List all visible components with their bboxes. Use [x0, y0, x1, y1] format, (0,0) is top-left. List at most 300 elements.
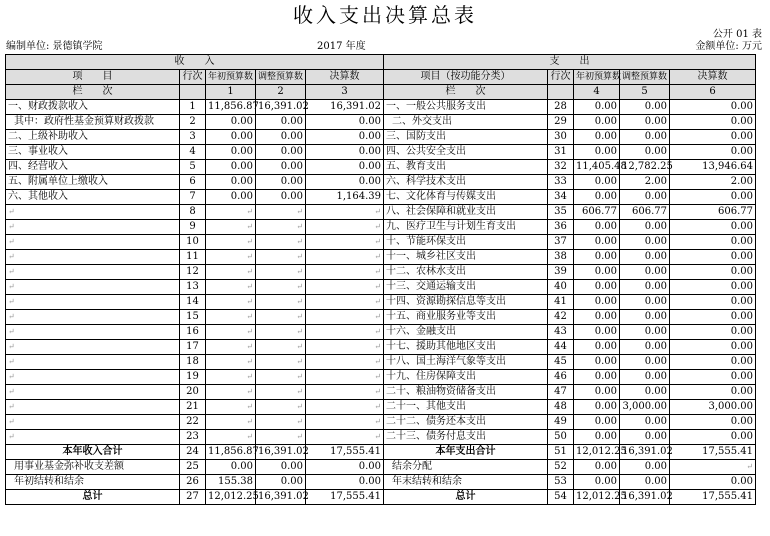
income-final: 0.00 — [306, 460, 384, 475]
expense-item: 十七、援助其他地区支出 — [384, 340, 548, 355]
expense-final: 0.00 — [670, 340, 756, 355]
expense-final: 0.00 — [670, 310, 756, 325]
income-initial-budget: 12,012.25 — [206, 490, 256, 505]
expense-header: 支 出 — [384, 55, 756, 70]
expense-row-no: 29 — [548, 115, 574, 130]
expense-item: 二十二、债务还本支出 — [384, 415, 548, 430]
expense-row-no: 28 — [548, 100, 574, 115]
income-initial-budget — [206, 325, 256, 340]
expense-initial-budget: 0.00 — [574, 280, 620, 295]
expense-adjusted-budget: 0.00 — [620, 250, 670, 265]
table-row — [6, 130, 756, 145]
income-row-no: 20 — [180, 385, 206, 400]
expense-final: 0.00 — [670, 220, 756, 235]
expense-initial-budget: 0.00 — [574, 430, 620, 445]
income-initial-budget — [206, 430, 256, 445]
expense-item: 四、公共安全支出 — [384, 145, 548, 160]
income-final — [306, 340, 384, 355]
expense-final — [670, 460, 756, 475]
income-initial-budget — [206, 280, 256, 295]
expense-row-no: 32 — [548, 160, 574, 175]
income-final: 0.00 — [306, 175, 384, 190]
income-row-no: 3 — [180, 130, 206, 145]
expense-final: 0.00 — [670, 475, 756, 490]
expense-row-no: 47 — [548, 385, 574, 400]
income-initial-budget — [206, 415, 256, 430]
income-row-no: 2 — [180, 115, 206, 130]
income-row-no: 21 — [180, 400, 206, 415]
expense-row-no: 35 — [548, 205, 574, 220]
expense-item: 十五、商业服务业等支出 — [384, 310, 548, 325]
expense-adjusted-budget: 16,391.02 — [620, 490, 670, 505]
income-initial-budget: 0.00 — [206, 160, 256, 175]
income-final: 0.00 — [306, 130, 384, 145]
expense-adjusted-budget: 0.00 — [620, 430, 670, 445]
expense-item: 七、文化体育与传媒支出 — [384, 190, 548, 205]
expense-row-no: 34 — [548, 190, 574, 205]
expense-row-no: 30 — [548, 130, 574, 145]
expense-initial-budget: 0.00 — [574, 175, 620, 190]
table-row — [6, 460, 756, 475]
expense-final: 13,946.64 — [670, 160, 756, 175]
income-row-no: 9 — [180, 220, 206, 235]
table-row — [6, 370, 756, 385]
income-row-no: 5 — [180, 160, 206, 175]
income-item — [6, 340, 180, 355]
income-item — [6, 250, 180, 265]
income-item — [6, 265, 180, 280]
expense-row-no: 37 — [548, 235, 574, 250]
income-initial-budget: 0.00 — [206, 145, 256, 160]
expense-adjusted-budget: 0.00 — [620, 190, 670, 205]
table-row — [6, 190, 756, 205]
income-initial-budget: 11,856.87 — [206, 100, 256, 115]
income-adjusted-budget — [256, 385, 306, 400]
income-item: 四、经营收入 — [6, 160, 180, 175]
expense-adjusted-budget: 0.00 — [620, 145, 670, 160]
expense-adjusted-budget: 0.00 — [620, 280, 670, 295]
income-adjusted-budget — [256, 265, 306, 280]
column-number: 2 — [256, 85, 306, 100]
income-row-no: 11 — [180, 250, 206, 265]
income-final — [306, 205, 384, 220]
income-item — [6, 235, 180, 250]
expense-adjusted-budget: 2.00 — [620, 175, 670, 190]
column-label: 栏 次 — [6, 85, 180, 100]
income-adjusted-budget — [256, 220, 306, 235]
income-row-no: 23 — [180, 430, 206, 445]
expense-row-no: 50 — [548, 430, 574, 445]
table-row — [6, 295, 756, 310]
reporting-unit: 编制单位: 景德镇学院 — [6, 41, 103, 52]
expense-adjusted-budget: 12,782.25 — [620, 160, 670, 175]
income-row-no: 1 — [180, 100, 206, 115]
expense-initial-budget: 0.00 — [574, 145, 620, 160]
expense-initial-budget: 0.00 — [574, 415, 620, 430]
expense-item: 十二、农林水支出 — [384, 265, 548, 280]
income-item: 总计 — [6, 490, 180, 505]
income-row-no: 18 — [180, 355, 206, 370]
income-final — [306, 415, 384, 430]
income-adjusted-budget — [256, 400, 306, 415]
expense-final: 606.77 — [670, 205, 756, 220]
table-row — [6, 115, 756, 130]
income-adjusted-budget: 0.00 — [256, 115, 306, 130]
income-adjusted-budget — [256, 205, 306, 220]
table-row — [6, 430, 756, 445]
expense-item: 六、科学技术支出 — [384, 175, 548, 190]
expense-row-no: 51 — [548, 445, 574, 460]
expense-row-no: 54 — [548, 490, 574, 505]
income-final — [306, 250, 384, 265]
income-final: 16,391.02 — [306, 100, 384, 115]
income-item — [6, 295, 180, 310]
column-label: 栏 次 — [384, 85, 548, 100]
column-number: 4 — [574, 85, 620, 100]
expense-final: 0.00 — [670, 280, 756, 295]
expense-final: 0.00 — [670, 430, 756, 445]
income-row-no: 19 — [180, 370, 206, 385]
expense-adjusted-budget: 0.00 — [620, 295, 670, 310]
income-adjusted-budget — [256, 250, 306, 265]
final-header: 决算数 — [306, 70, 384, 85]
expense-adjusted-budget: 0.00 — [620, 100, 670, 115]
income-item: 二、上级补助收入 — [6, 130, 180, 145]
expense-row-no: 41 — [548, 295, 574, 310]
income-item: 一、财政拨款收入 — [6, 100, 180, 115]
expense-final: 0.00 — [670, 325, 756, 340]
expense-row-no: 40 — [548, 280, 574, 295]
expense-item: 本年支出合计 — [384, 445, 548, 460]
income-initial-budget: 0.00 — [206, 175, 256, 190]
income-adjusted-budget — [256, 295, 306, 310]
income-item: 三、事业收入 — [6, 145, 180, 160]
expense-row-no: 44 — [548, 340, 574, 355]
expense-final: 0.00 — [670, 250, 756, 265]
table-row — [6, 280, 756, 295]
income-row-no: 10 — [180, 235, 206, 250]
income-adjusted-budget: 16,391.02 — [256, 445, 306, 460]
income-initial-budget — [206, 295, 256, 310]
income-final: 17,555.41 — [306, 445, 384, 460]
expense-adjusted-budget: 0.00 — [620, 325, 670, 340]
income-adjusted-budget — [256, 370, 306, 385]
expense-initial-budget: 0.00 — [574, 475, 620, 490]
income-row-no: 26 — [180, 475, 206, 490]
income-final — [306, 355, 384, 370]
income-adjusted-budget: 0.00 — [256, 475, 306, 490]
income-item — [6, 220, 180, 235]
expense-initial-budget: 0.00 — [574, 265, 620, 280]
income-item — [6, 310, 180, 325]
income-final — [306, 400, 384, 415]
income-adjusted-budget — [256, 430, 306, 445]
table-row — [6, 235, 756, 250]
income-adjusted-budget: 0.00 — [256, 130, 306, 145]
expense-final: 3,000.00 — [670, 400, 756, 415]
expense-final: 0.00 — [670, 190, 756, 205]
income-adjusted-budget — [256, 310, 306, 325]
final-header: 决算数 — [670, 70, 756, 85]
expense-item: 五、教育支出 — [384, 160, 548, 175]
expense-initial-budget: 0.00 — [574, 130, 620, 145]
expense-initial-budget: 0.00 — [574, 340, 620, 355]
expense-initial-budget: 0.00 — [574, 325, 620, 340]
expense-final: 0.00 — [670, 235, 756, 250]
income-adjusted-budget: 16,391.02 — [256, 100, 306, 115]
income-final — [306, 280, 384, 295]
column-number: 1 — [206, 85, 256, 100]
income-final — [306, 430, 384, 445]
income-adjusted-budget — [256, 355, 306, 370]
expense-row-no: 31 — [548, 145, 574, 160]
income-adjusted-budget: 0.00 — [256, 160, 306, 175]
adjusted-budget-header: 调整预算数 — [256, 70, 306, 85]
expense-initial-budget: 0.00 — [574, 295, 620, 310]
income-item — [6, 325, 180, 340]
income-item — [6, 400, 180, 415]
item-header: 项 目 — [6, 70, 180, 85]
income-item — [6, 415, 180, 430]
income-initial-budget — [206, 310, 256, 325]
income-row-no: 22 — [180, 415, 206, 430]
expense-initial-budget: 0.00 — [574, 235, 620, 250]
expense-item: 二十、粮油物资储备支出 — [384, 385, 548, 400]
expense-row-no: 45 — [548, 355, 574, 370]
expense-row-no: 38 — [548, 250, 574, 265]
expense-adjusted-budget: 0.00 — [620, 265, 670, 280]
income-row-no: 25 — [180, 460, 206, 475]
income-initial-budget — [206, 385, 256, 400]
table-row — [6, 385, 756, 400]
expense-adjusted-budget: 0.00 — [620, 385, 670, 400]
income-item — [6, 370, 180, 385]
expense-final: 0.00 — [670, 355, 756, 370]
expense-item: 十九、住房保障支出 — [384, 370, 548, 385]
expense-adjusted-budget: 0.00 — [620, 115, 670, 130]
expense-initial-budget: 11,405.48 — [574, 160, 620, 175]
income-row-no: 13 — [180, 280, 206, 295]
income-adjusted-budget: 0.00 — [256, 175, 306, 190]
expense-final: 0.00 — [670, 115, 756, 130]
expense-item: 十四、资源勘探信息等支出 — [384, 295, 548, 310]
expense-item: 十八、国土海洋气象等支出 — [384, 355, 548, 370]
expense-initial-budget: 0.00 — [574, 400, 620, 415]
table-row — [6, 490, 756, 505]
expense-item: 十六、金融支出 — [384, 325, 548, 340]
income-item — [6, 385, 180, 400]
expense-final: 0.00 — [670, 370, 756, 385]
expense-adjusted-budget: 16,391.02 — [620, 445, 670, 460]
expense-row-no: 53 — [548, 475, 574, 490]
income-header: 收 入 — [6, 55, 384, 70]
table-row — [6, 250, 756, 265]
fiscal-year: 2017 年度 — [317, 41, 366, 52]
income-row-no: 8 — [180, 205, 206, 220]
column-number: 6 — [670, 85, 756, 100]
income-final — [306, 235, 384, 250]
income-final: 0.00 — [306, 115, 384, 130]
income-item: 六、其他收入 — [6, 190, 180, 205]
adjusted-budget-header: 调整预算数 — [620, 70, 670, 85]
income-adjusted-budget: 0.00 — [256, 460, 306, 475]
expense-row-no: 46 — [548, 370, 574, 385]
income-item: 本年收入合计 — [6, 445, 180, 460]
income-final — [306, 370, 384, 385]
income-initial-budget — [206, 355, 256, 370]
table-row — [6, 220, 756, 235]
table-row — [6, 445, 756, 460]
expense-initial-budget: 0.00 — [574, 220, 620, 235]
table-row — [6, 475, 756, 490]
expense-adjusted-budget: 0.00 — [620, 130, 670, 145]
income-initial-budget — [206, 205, 256, 220]
income-initial-budget: 0.00 — [206, 460, 256, 475]
expense-adjusted-budget: 3,000.00 — [620, 400, 670, 415]
expense-adjusted-budget: 0.00 — [620, 370, 670, 385]
expense-initial-budget: 12,012.25 — [574, 445, 620, 460]
income-row-no: 16 — [180, 325, 206, 340]
income-adjusted-budget — [256, 340, 306, 355]
income-initial-budget: 0.00 — [206, 115, 256, 130]
form-code: 公开 01 表 — [712, 29, 762, 40]
expense-initial-budget: 0.00 — [574, 370, 620, 385]
income-row-no: 14 — [180, 295, 206, 310]
income-initial-budget — [206, 265, 256, 280]
income-item — [6, 430, 180, 445]
income-final: 0.00 — [306, 145, 384, 160]
table-row — [6, 175, 756, 190]
expense-item: 年末结转和结余 — [384, 475, 548, 490]
income-adjusted-budget: 0.00 — [256, 145, 306, 160]
expense-item: 十三、交通运输支出 — [384, 280, 548, 295]
expense-adjusted-budget: 0.00 — [620, 220, 670, 235]
expense-row-no: 36 — [548, 220, 574, 235]
income-row-no: 7 — [180, 190, 206, 205]
expense-initial-budget: 0.00 — [574, 250, 620, 265]
page-title: 收入支出决算总表 — [293, 3, 477, 27]
income-initial-budget — [206, 370, 256, 385]
income-adjusted-budget — [256, 235, 306, 250]
income-row-no: 15 — [180, 310, 206, 325]
table-row — [6, 160, 756, 175]
expense-initial-budget: 0.00 — [574, 355, 620, 370]
income-item — [6, 280, 180, 295]
income-item: 其中：政府性基金预算财政拨款 — [6, 115, 180, 130]
income-row-no: 17 — [180, 340, 206, 355]
income-final: 0.00 — [306, 475, 384, 490]
expense-final: 0.00 — [670, 415, 756, 430]
income-item: 用事业基金弥补收支差额 — [6, 460, 180, 475]
income-final — [306, 220, 384, 235]
expense-item: 八、社会保障和就业支出 — [384, 205, 548, 220]
income-initial-budget: 155.38 — [206, 475, 256, 490]
table-row — [6, 355, 756, 370]
income-initial-budget — [206, 250, 256, 265]
column-number: 5 — [620, 85, 670, 100]
row-no-header: 行次 — [548, 70, 574, 85]
expense-initial-budget: 0.00 — [574, 310, 620, 325]
income-row-no: 4 — [180, 145, 206, 160]
income-row-no: 27 — [180, 490, 206, 505]
initial-budget-header: 年初预算数 — [206, 70, 256, 85]
budget-table — [5, 54, 756, 505]
income-final — [306, 265, 384, 280]
expense-final: 0.00 — [670, 265, 756, 280]
income-adjusted-budget — [256, 280, 306, 295]
table-row — [6, 145, 756, 160]
income-adjusted-budget — [256, 325, 306, 340]
expense-adjusted-budget: 0.00 — [620, 355, 670, 370]
table-row — [6, 400, 756, 415]
table-row — [6, 325, 756, 340]
expense-row-no: 43 — [548, 325, 574, 340]
expense-row-no: 49 — [548, 415, 574, 430]
income-item — [6, 355, 180, 370]
currency-unit: 金额单位: 万元 — [695, 41, 762, 52]
income-adjusted-budget: 0.00 — [256, 190, 306, 205]
row-no-header: 行次 — [180, 70, 206, 85]
expense-adjusted-budget: 606.77 — [620, 205, 670, 220]
income-initial-budget: 0.00 — [206, 190, 256, 205]
expense-item: 一、一般公共服务支出 — [384, 100, 548, 115]
expense-adjusted-budget: 0.00 — [620, 415, 670, 430]
income-final — [306, 310, 384, 325]
expense-item: 三、国防支出 — [384, 130, 548, 145]
income-initial-budget: 11,856.87 — [206, 445, 256, 460]
table-row — [6, 100, 756, 115]
expense-item: 二、外交支出 — [384, 115, 548, 130]
expense-adjusted-budget: 0.00 — [620, 310, 670, 325]
expense-initial-budget: 0.00 — [574, 190, 620, 205]
expense-item: 十一、城乡社区支出 — [384, 250, 548, 265]
expense-adjusted-budget: 0.00 — [620, 235, 670, 250]
income-initial-budget: 0.00 — [206, 130, 256, 145]
expense-initial-budget: 0.00 — [574, 115, 620, 130]
income-initial-budget — [206, 235, 256, 250]
expense-final: 0.00 — [670, 100, 756, 115]
expense-final: 2.00 — [670, 175, 756, 190]
expense-item: 二十一、其他支出 — [384, 400, 548, 415]
expense-final: 17,555.41 — [670, 490, 756, 505]
expense-initial-budget: 0.00 — [574, 385, 620, 400]
expense-final: 0.00 — [670, 130, 756, 145]
table-row — [6, 340, 756, 355]
expense-row-no: 39 — [548, 265, 574, 280]
income-item: 年初结转和结余 — [6, 475, 180, 490]
income-final: 0.00 — [306, 160, 384, 175]
expense-row-no: 52 — [548, 460, 574, 475]
expense-initial-budget: 0.00 — [574, 460, 620, 475]
income-adjusted-budget: 16,391.02 — [256, 490, 306, 505]
income-final: 1,164.39 — [306, 190, 384, 205]
expense-row-no: 48 — [548, 400, 574, 415]
expense-final: 17,555.41 — [670, 445, 756, 460]
income-row-no: 24 — [180, 445, 206, 460]
expense-final: 0.00 — [670, 295, 756, 310]
column-number: 3 — [306, 85, 384, 100]
income-initial-budget — [206, 220, 256, 235]
income-adjusted-budget — [256, 415, 306, 430]
expense-initial-budget: 0.00 — [574, 100, 620, 115]
expense-initial-budget: 606.77 — [574, 205, 620, 220]
expense-initial-budget: 12,012.25 — [574, 490, 620, 505]
table-row — [6, 205, 756, 220]
income-item: 五、附属单位上缴收入 — [6, 175, 180, 190]
expense-final: 0.00 — [670, 385, 756, 400]
expense-item: 结余分配 — [384, 460, 548, 475]
income-row-no: 12 — [180, 265, 206, 280]
